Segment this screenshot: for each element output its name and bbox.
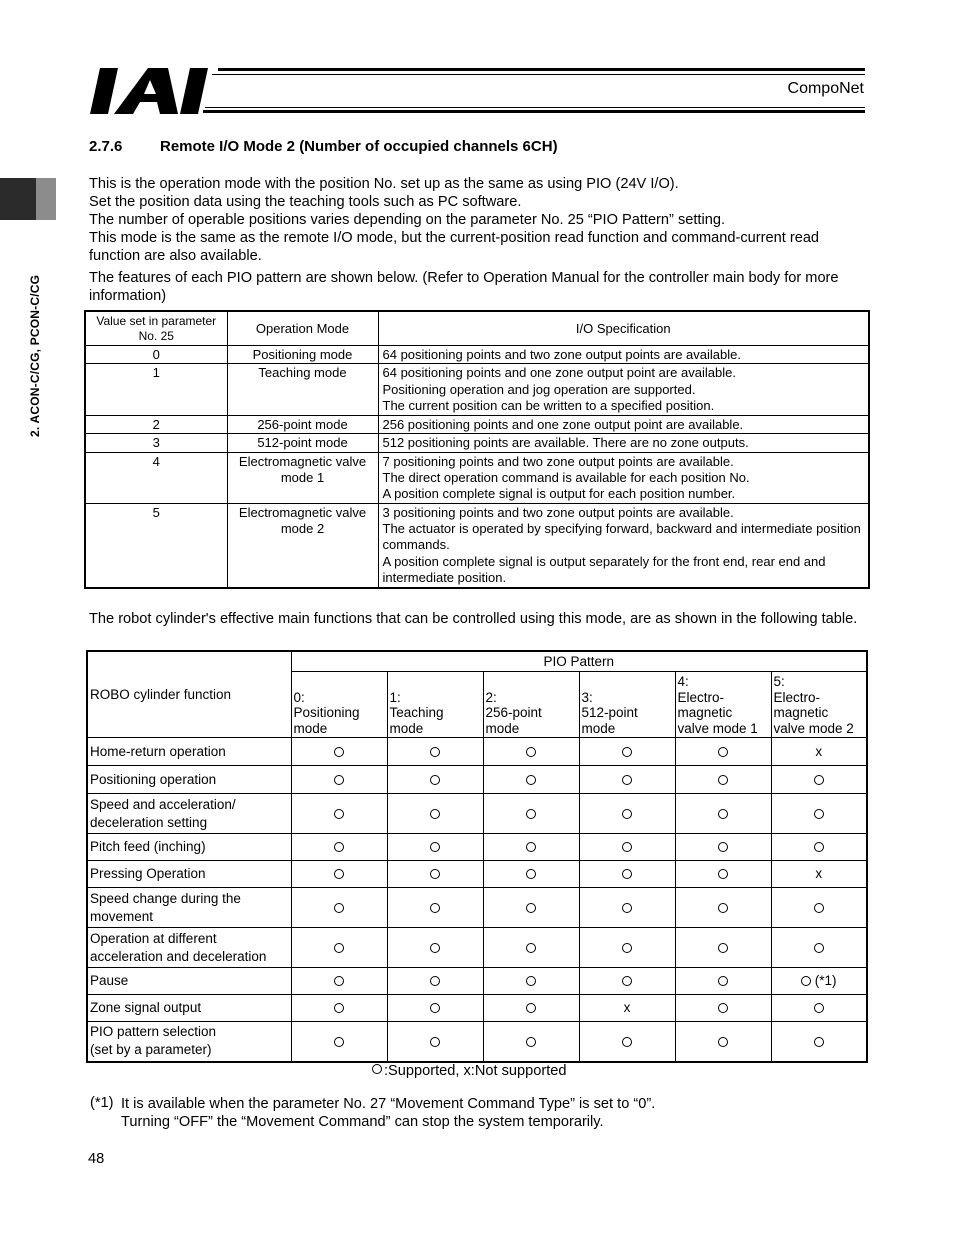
supported-mark <box>291 888 387 928</box>
table-row <box>87 968 867 995</box>
supported-mark <box>675 968 771 995</box>
supported-mark <box>771 1022 867 1062</box>
pio-pattern-table <box>84 310 870 589</box>
mode-label-line: 4: <box>677 674 689 689</box>
supported-circle-icon <box>526 903 536 913</box>
supported-mark <box>675 834 771 861</box>
supported-mark <box>387 834 483 861</box>
operation-mode: Teaching mode <box>227 364 378 415</box>
support-note: (*1) <box>810 973 837 988</box>
supported-circle-icon <box>718 842 728 852</box>
legend-text: :Supported, x:Not supported <box>384 1063 567 1079</box>
supported-mark <box>579 968 675 995</box>
supported-circle-icon <box>526 775 536 785</box>
supported-circle-icon <box>526 976 536 986</box>
table-row <box>85 415 869 433</box>
spec-line: 64 positioning points and two zone output points are available. <box>382 347 741 362</box>
header-rule <box>203 110 865 113</box>
supported-circle-icon <box>622 943 632 953</box>
mode-label-line: mode <box>485 720 520 736</box>
supported-mark <box>483 928 579 968</box>
param-value: 0 <box>85 346 227 364</box>
param-value: 2 <box>85 415 227 433</box>
mode-label-line: Electro- <box>677 689 725 705</box>
supported-mark <box>675 861 771 888</box>
function-name-line: Home-return operation <box>90 743 226 759</box>
mode-label-line: magnetic <box>677 705 733 720</box>
spec-line: 64 positioning points and one zone output point are available. <box>382 365 736 381</box>
supported-mark <box>675 1022 771 1062</box>
chapter-label: 2. ACON-C/CG, PCON-C/CG <box>28 274 42 437</box>
mode-label-line: 2: <box>485 689 497 705</box>
table-row <box>87 1022 867 1062</box>
param-value: 5 <box>85 503 227 588</box>
mode-label-line: 512-point <box>581 705 638 720</box>
table-row <box>85 452 869 503</box>
supported-mark <box>579 766 675 794</box>
mode-label-line: Positioning <box>293 705 360 720</box>
supported-mark <box>387 738 483 766</box>
supported-circle-icon <box>526 809 536 819</box>
supported-circle-icon <box>718 747 728 757</box>
table-row <box>87 766 867 794</box>
header-mode-3 <box>579 672 675 738</box>
supported-mark <box>291 794 387 834</box>
supported-circle-icon <box>718 1037 728 1047</box>
supported-circle-icon <box>430 1003 440 1013</box>
param-value: 1 <box>85 364 227 415</box>
function-name-line: Pitch feed (inching) <box>90 839 206 854</box>
supported-mark <box>291 928 387 968</box>
supported-mark <box>483 968 579 995</box>
supported-circle-icon <box>814 1037 824 1047</box>
mode-label-line: valve mode 1 <box>677 720 758 736</box>
supported-circle-icon <box>430 842 440 852</box>
mode-label-line: Electro- <box>773 689 821 705</box>
supported-circle-icon <box>334 1003 344 1013</box>
param-value: 4 <box>85 452 227 503</box>
supported-mark <box>387 928 483 968</box>
table-row <box>85 503 869 588</box>
supported-mark <box>675 794 771 834</box>
mode-label-line: valve mode 2 <box>773 720 854 736</box>
header-parameter-value: Value set in parameter No. 25 <box>85 311 227 346</box>
supported-mark <box>387 766 483 794</box>
mode-label-line: 1: <box>389 689 401 705</box>
mode-label-line: 256-point <box>485 705 542 720</box>
table-row <box>87 794 867 834</box>
supported-mark <box>291 834 387 861</box>
supported-mark <box>291 766 387 794</box>
header-mode-4 <box>675 672 771 738</box>
supported-circle-icon <box>622 809 632 819</box>
spec-line: Positioning operation and jog operation are supported. <box>382 381 696 397</box>
function-name <box>87 861 291 888</box>
supported-circle-icon <box>814 809 824 819</box>
supported-circle-icon <box>526 869 536 879</box>
intro-line: Set the position data using the teaching tools such as PC software. <box>89 194 522 210</box>
supported-mark <box>291 861 387 888</box>
supported-circle-icon <box>622 1037 632 1047</box>
function-name <box>87 834 291 861</box>
supported-circle-icon <box>814 842 824 852</box>
header-mode-5 <box>771 672 867 738</box>
function-name <box>87 968 291 995</box>
function-name <box>87 928 291 968</box>
supported-mark <box>579 794 675 834</box>
features-paragraph: The features of each PIO pattern are shown below. (Refer to Operation Manual for the controller main body for more information) <box>89 270 839 304</box>
header-mode-2 <box>483 672 579 738</box>
supported-circle-icon <box>526 943 536 953</box>
page-number: 48 <box>88 1151 105 1167</box>
supported-mark <box>675 928 771 968</box>
operation-mode: 512-point mode <box>227 434 378 452</box>
supported-mark <box>483 861 579 888</box>
supported-mark <box>579 834 675 861</box>
supported-circle-icon <box>334 976 344 986</box>
io-spec <box>378 503 869 588</box>
header-rule <box>218 68 865 71</box>
io-spec <box>378 364 869 415</box>
intro-line: The number of operable positions varies depending on the parameter No. 25 “PIO Pattern” setting. <box>89 212 726 228</box>
function-name-line: Zone signal output <box>90 1000 202 1015</box>
table-legend <box>372 1063 567 1079</box>
supported-circle-icon <box>526 1003 536 1013</box>
function-name <box>87 888 291 928</box>
function-name <box>87 1022 291 1062</box>
header-rule <box>205 107 865 108</box>
supported-mark <box>579 928 675 968</box>
supported-mark <box>483 794 579 834</box>
supported-mark <box>291 968 387 995</box>
io-spec <box>378 415 869 433</box>
supported-circle-icon <box>718 775 728 785</box>
function-name <box>87 794 291 834</box>
footnote-line: Turning “OFF” the “Movement Command” can stop the system temporarily. <box>121 1114 604 1130</box>
supported-circle-icon <box>334 903 344 913</box>
supported-mark <box>675 766 771 794</box>
function-name-line: (set by a parameter) <box>90 1042 212 1058</box>
intro-line: This mode is the same as the remote I/O mode, but the current-position read function and command-current read function are also available. <box>89 230 820 264</box>
header-robo-function: ROBO cylinder function <box>87 651 291 738</box>
function-name-line: Pause <box>90 973 129 988</box>
supported-mark <box>771 766 867 794</box>
functions-paragraph: The robot cylinder's effective main functions that can be controlled using this mode, are as shown in the following table. <box>89 611 858 627</box>
table-row <box>87 888 867 928</box>
supported-mark <box>483 738 579 766</box>
supported-mark <box>387 888 483 928</box>
table-row <box>87 738 867 766</box>
operation-mode: 256-point mode <box>227 415 378 433</box>
supported-circle-icon <box>334 775 344 785</box>
not-supported-mark: x <box>579 995 675 1022</box>
supported-circle-icon <box>814 775 824 785</box>
supported-circle-icon <box>430 869 440 879</box>
function-name-line: Speed change during the <box>90 890 241 906</box>
product-name: CompoNet <box>787 80 864 97</box>
supported-mark <box>771 995 867 1022</box>
supported-mark <box>387 968 483 995</box>
supported-circle-icon <box>430 943 440 953</box>
supported-circle-icon <box>622 747 632 757</box>
table-row <box>85 346 869 364</box>
supported-mark <box>675 738 771 766</box>
supported-circle-icon <box>430 903 440 913</box>
supported-circle-icon <box>622 903 632 913</box>
supported-circle-icon <box>334 943 344 953</box>
spec-line: 7 positioning points and two zone output points are available. <box>382 453 734 469</box>
supported-circle-icon <box>622 976 632 986</box>
operation-mode: Electromagnetic valve mode 2 <box>227 503 378 588</box>
mode-label-line: mode <box>293 720 328 736</box>
operation-mode: Electromagnetic valve mode 1 <box>227 452 378 503</box>
function-name-line: PIO pattern selection <box>90 1024 217 1040</box>
supported-circle-icon <box>814 943 824 953</box>
supported-circle-icon <box>372 1064 382 1074</box>
mode-label-line: mode <box>581 720 616 736</box>
operation-mode: Positioning mode <box>227 346 378 364</box>
function-name-line: Positioning operation <box>90 771 217 787</box>
supported-mark <box>771 928 867 968</box>
function-name <box>87 766 291 794</box>
function-name <box>87 995 291 1022</box>
spec-line: A position complete signal is output for each position number. <box>382 486 736 502</box>
function-name <box>87 738 291 766</box>
table-row <box>85 364 869 415</box>
supported-mark <box>387 794 483 834</box>
supported-circle-icon <box>430 747 440 757</box>
chapter-tab <box>0 178 36 220</box>
not-supported-mark: x <box>771 738 867 766</box>
table-row <box>87 834 867 861</box>
supported-circle-icon <box>334 869 344 879</box>
supported-mark <box>579 861 675 888</box>
header-mode-0 <box>291 672 387 738</box>
header-io-spec: I/O Specification <box>378 311 869 346</box>
function-name-line: movement <box>90 908 154 924</box>
spec-line: 256 positioning points and one zone output point are available. <box>382 416 744 432</box>
supported-mark <box>483 1022 579 1062</box>
spec-line: The current position can be written to a specified position. <box>382 398 715 414</box>
not-supported-mark: x <box>771 861 867 888</box>
supported-mark <box>771 834 867 861</box>
supported-mark <box>483 888 579 928</box>
supported-mark <box>771 888 867 928</box>
supported-mark <box>771 968 867 995</box>
table-row <box>87 861 867 888</box>
mode-label-line: 5: <box>773 674 785 689</box>
supported-circle-icon <box>622 869 632 879</box>
section-title: Remote I/O Mode 2 (Number of occupied channels 6CH) <box>160 138 558 155</box>
supported-mark <box>483 766 579 794</box>
supported-circle-icon <box>718 943 728 953</box>
header-pio-pattern: PIO Pattern <box>291 651 867 672</box>
header-mode-1 <box>387 672 483 738</box>
intro-paragraph <box>89 175 859 265</box>
supported-circle-icon <box>718 869 728 879</box>
supported-circle-icon <box>814 903 824 913</box>
chapter-tab-shade <box>36 178 56 220</box>
supported-mark <box>579 1022 675 1062</box>
supported-mark <box>291 995 387 1022</box>
header-operation-mode: Operation Mode <box>227 311 378 346</box>
supported-mark <box>387 995 483 1022</box>
logo-text: IAI <box>90 68 92 69</box>
mode-label-line: Teaching <box>389 705 444 720</box>
supported-circle-icon <box>430 1037 440 1047</box>
supported-circle-icon <box>718 809 728 819</box>
function-support-table <box>86 650 868 1063</box>
supported-mark <box>579 738 675 766</box>
supported-circle-icon <box>622 842 632 852</box>
spec-line: The actuator is operated by specifying forward, backward and intermediate position commands. <box>382 521 861 553</box>
supported-circle-icon <box>430 976 440 986</box>
supported-mark <box>387 861 483 888</box>
supported-mark <box>675 888 771 928</box>
supported-mark <box>291 738 387 766</box>
section-heading <box>89 138 558 155</box>
footnote-line: It is available when the parameter No. 27 “Movement Command Type” is set to “0”. <box>121 1096 656 1112</box>
mode-label-line: 0: <box>293 689 305 705</box>
spec-line: 3 positioning points and two zone output points are available. <box>382 504 734 520</box>
io-spec <box>378 346 869 364</box>
function-name-line: acceleration and deceleration <box>90 948 267 964</box>
supported-mark <box>387 1022 483 1062</box>
function-name-line: Operation at different <box>90 930 217 946</box>
supported-circle-icon <box>814 1003 824 1013</box>
function-name-line: deceleration setting <box>90 814 208 830</box>
supported-mark <box>771 794 867 834</box>
param-value: 3 <box>85 434 227 452</box>
supported-mark <box>291 1022 387 1062</box>
supported-circle-icon <box>526 1037 536 1047</box>
function-name-line: Pressing Operation <box>90 866 206 881</box>
supported-circle-icon <box>718 976 728 986</box>
mode-label-line: 3: <box>581 689 593 705</box>
mode-label-line: magnetic <box>773 705 829 720</box>
supported-mark <box>483 995 579 1022</box>
io-spec <box>378 434 869 452</box>
spec-line: A position complete signal is output separately for the front end, rear end and intermediate position. <box>382 553 826 585</box>
iai-logo <box>90 68 215 114</box>
supported-circle-icon <box>334 747 344 757</box>
spec-line: 512 positioning points are available. There are no zone outputs. <box>382 435 749 451</box>
supported-circle-icon <box>334 809 344 819</box>
supported-mark <box>579 888 675 928</box>
table-row <box>87 928 867 968</box>
footnote-mark: (*1) <box>90 1095 114 1111</box>
table-row <box>85 434 869 452</box>
supported-circle-icon <box>801 976 811 986</box>
io-spec <box>378 452 869 503</box>
supported-circle-icon <box>526 747 536 757</box>
supported-circle-icon <box>430 809 440 819</box>
mode-label-line: mode <box>389 720 424 736</box>
supported-mark <box>675 995 771 1022</box>
supported-circle-icon <box>334 1037 344 1047</box>
intro-line: This is the operation mode with the position No. set up as the same as using PIO (24V I/O). <box>89 176 679 192</box>
spec-line: The direct operation command is available for each position No. <box>382 469 750 485</box>
supported-circle-icon <box>718 1003 728 1013</box>
function-name-line: Speed and acceleration/ <box>90 796 236 812</box>
supported-circle-icon <box>622 775 632 785</box>
supported-circle-icon <box>430 775 440 785</box>
supported-mark <box>483 834 579 861</box>
footnote-text <box>121 1095 821 1131</box>
supported-circle-icon <box>526 842 536 852</box>
supported-circle-icon <box>334 842 344 852</box>
table-row <box>87 995 867 1022</box>
supported-circle-icon <box>718 903 728 913</box>
section-number: 2.7.6 <box>89 138 123 155</box>
header-rule <box>212 74 865 75</box>
